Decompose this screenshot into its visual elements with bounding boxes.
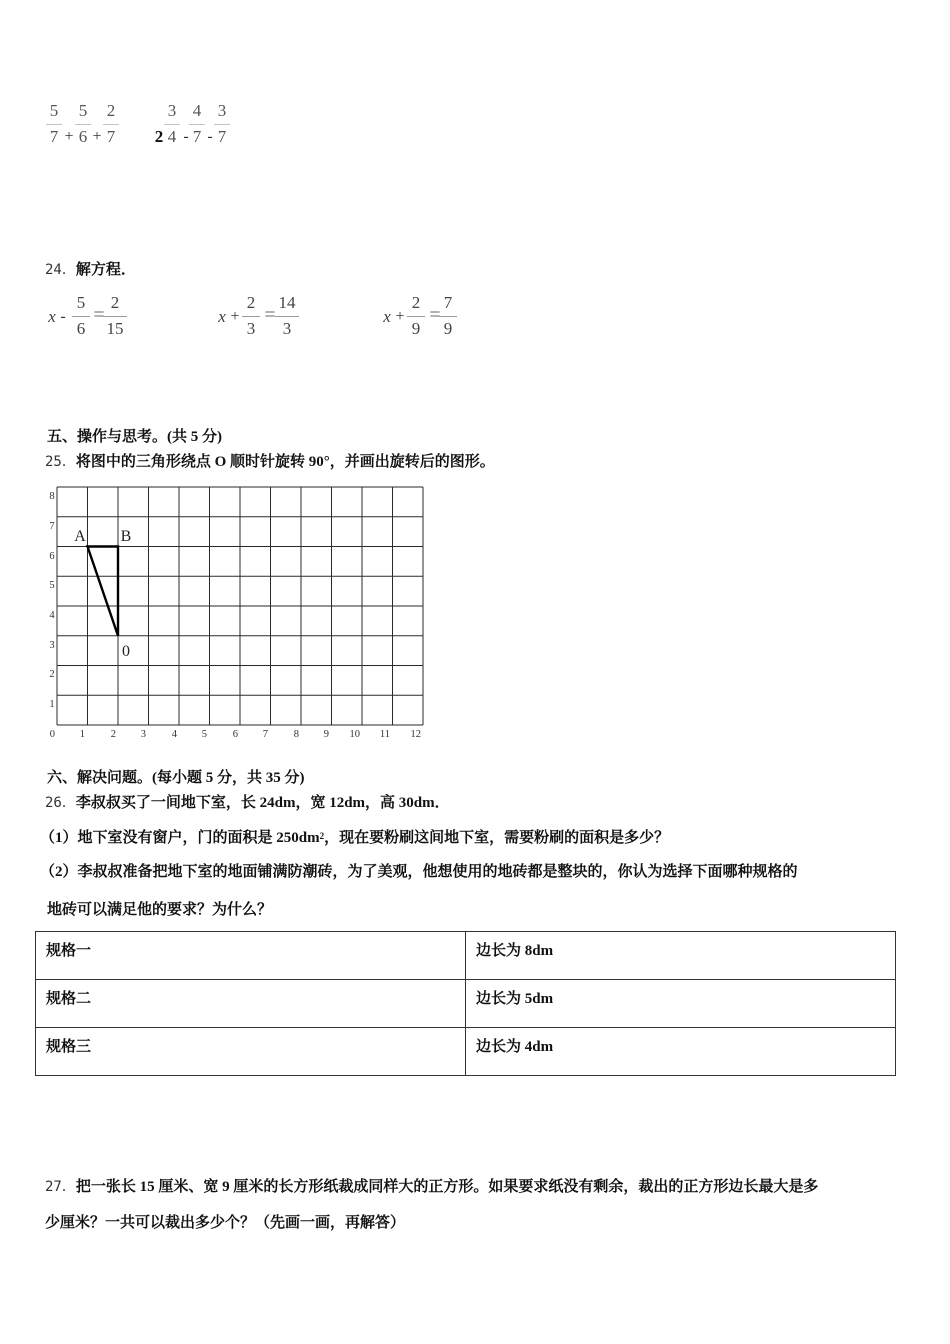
spec-name: 规格三	[46, 1039, 92, 1055]
equals-sign: =	[93, 304, 105, 326]
question-24-heading	[45, 260, 136, 280]
spec-cell	[36, 932, 466, 980]
coordinate-grid	[40, 480, 435, 745]
grid-lines	[57, 487, 423, 725]
numerator: 7	[443, 293, 453, 312]
question-text: 将图中的三角形绕点 O 顺时针旋转 90°，并画出旋转后的图形。	[75, 454, 495, 470]
x-axis-labels	[50, 729, 421, 740]
table-row	[36, 1028, 896, 1076]
fraction	[100, 294, 130, 338]
denominator: 6	[76, 319, 86, 338]
numerator: 2	[110, 293, 120, 312]
denominator: 7	[192, 127, 202, 146]
fraction-bar	[75, 124, 91, 125]
fraction-bar	[275, 316, 299, 317]
spec-size: 边长为 5dm	[476, 991, 554, 1007]
superscript: 2	[319, 831, 325, 841]
x-label: 2	[110, 729, 116, 740]
y-label: 1	[49, 699, 55, 710]
plus-operator: +	[92, 128, 102, 145]
denominator: 7	[106, 127, 116, 146]
question-26	[45, 793, 450, 813]
numerator: 2	[246, 293, 256, 312]
numerator: 3	[167, 101, 177, 120]
x-label: 6	[232, 729, 238, 740]
question-text: 李叔叔买了一间地下室，长 24dm，宽 12dm，高 30dm．	[75, 795, 450, 811]
fraction-bar	[439, 316, 457, 317]
y-axis-labels	[49, 491, 55, 710]
fraction-bar	[407, 316, 425, 317]
numerator: 5	[76, 293, 86, 312]
y-label: 3	[49, 640, 55, 651]
numerator: 4	[192, 101, 202, 120]
fraction-bar	[46, 124, 62, 125]
denominator: 9	[443, 319, 453, 338]
part-1-text: （1）地下室没有窗户，门的面积是 250dm	[40, 830, 320, 846]
x-label: 4	[171, 729, 177, 740]
fraction-bar	[103, 316, 127, 317]
denominator: 4	[167, 127, 177, 146]
x-label: 7	[262, 729, 268, 740]
question-number: 24．	[45, 262, 76, 278]
question-25	[45, 452, 495, 472]
fraction	[69, 294, 93, 338]
size-cell	[466, 932, 896, 980]
spec-name: 规格一	[46, 943, 92, 959]
y-label: 7	[49, 521, 55, 532]
triangle-ABO	[88, 547, 119, 636]
variable-x: x	[218, 307, 226, 326]
fraction-bar	[72, 316, 90, 317]
x-label: 10	[349, 729, 360, 740]
tile-spec-table	[35, 931, 896, 1076]
question-26-part-2-line-1: （2）李叔叔准备把地下室的地面铺满防潮砖，为了美观，他想使用的地砖都是整块的，你认为选择下面哪种规格的	[40, 864, 798, 880]
fraction	[436, 294, 460, 338]
x-label: 11	[379, 729, 390, 740]
denominator: 7	[217, 127, 227, 146]
question-26-part-1	[40, 828, 669, 848]
y-label: 8	[49, 491, 55, 502]
numerator: 3	[217, 101, 227, 120]
denominator: 6	[78, 127, 88, 146]
spec-cell	[36, 980, 466, 1028]
table-row	[36, 932, 896, 980]
fraction-bar	[214, 124, 230, 125]
variable-x: x	[383, 307, 391, 326]
numerator: 2	[411, 293, 421, 312]
minus-operator: -	[207, 128, 213, 145]
size-cell	[466, 980, 896, 1028]
question-text: 把一张长 15 厘米、宽 9 厘米的长方形纸裁成同样大的正方形。如果要求纸没有剩余，裁出的正方形边长最大是多	[75, 1179, 819, 1195]
question-27-line-1	[45, 1177, 818, 1197]
fraction-bar	[242, 316, 260, 317]
question-number: 26．	[45, 795, 76, 811]
section-5-title: 五、操作与思考。(共 5 分)	[47, 429, 222, 445]
question-number: 25．	[45, 454, 76, 470]
size-cell	[466, 1028, 896, 1076]
y-label: 2	[49, 669, 55, 680]
x-label: 12	[410, 729, 421, 740]
x-label: 5	[201, 729, 207, 740]
x-label: 3	[140, 729, 146, 740]
question-number: 27．	[45, 1179, 76, 1195]
minus-operator: -	[183, 128, 189, 145]
denominator: 3	[282, 319, 292, 338]
equals-sign: =	[429, 304, 441, 326]
fraction-bar	[103, 124, 119, 125]
plus-operator: +	[64, 128, 74, 145]
table-row	[36, 980, 896, 1028]
x-label: 0	[49, 729, 55, 740]
numerator: 14	[278, 293, 296, 312]
fraction	[239, 294, 263, 338]
fraction	[404, 294, 428, 338]
point-label-a: A	[74, 528, 86, 545]
spec-size: 边长为 4dm	[476, 1039, 554, 1055]
fraction	[210, 102, 234, 146]
spec-size: 边长为 8dm	[476, 943, 554, 959]
plus-operator: +	[395, 308, 405, 325]
numerator: 5	[49, 101, 59, 120]
fraction	[272, 294, 302, 338]
plus-operator: +	[230, 308, 240, 325]
section-6-title: 六、解决问题。(每小题 5 分，共 35 分)	[47, 770, 305, 786]
y-label: 5	[49, 580, 55, 591]
denominator: 7	[49, 127, 59, 146]
variable-x: x	[48, 307, 56, 326]
fraction-bar	[164, 124, 180, 125]
denominator: 15	[106, 319, 124, 338]
fraction-bar	[189, 124, 205, 125]
x-label: 1	[79, 729, 85, 740]
whole-number: 2	[154, 127, 164, 146]
question-26-part-2-line-2: 地砖可以满足他的要求？为什么？	[47, 902, 273, 918]
numerator: 2	[106, 101, 116, 120]
denominator: 9	[411, 319, 421, 338]
denominator: 3	[246, 319, 256, 338]
x-label: 8	[293, 729, 299, 740]
y-label: 4	[49, 610, 55, 621]
equals-sign: =	[264, 304, 276, 326]
fraction	[99, 102, 123, 146]
y-label: 6	[49, 551, 55, 562]
spec-cell	[36, 1028, 466, 1076]
question-27-line-2: 少厘米？一共可以裁出多少个？（先画一画，再解答）	[45, 1215, 406, 1231]
x-label: 9	[323, 729, 329, 740]
minus-operator: -	[60, 308, 66, 325]
point-label-o: 0	[122, 643, 130, 660]
part-1-text-cont: ，现在要粉刷这间地下室，需要粉刷的面积是多少？	[324, 830, 670, 846]
question-title: 解方程．	[75, 262, 136, 278]
numerator: 5	[78, 101, 88, 120]
spec-name: 规格二	[46, 991, 92, 1007]
point-label-b: B	[120, 528, 132, 545]
